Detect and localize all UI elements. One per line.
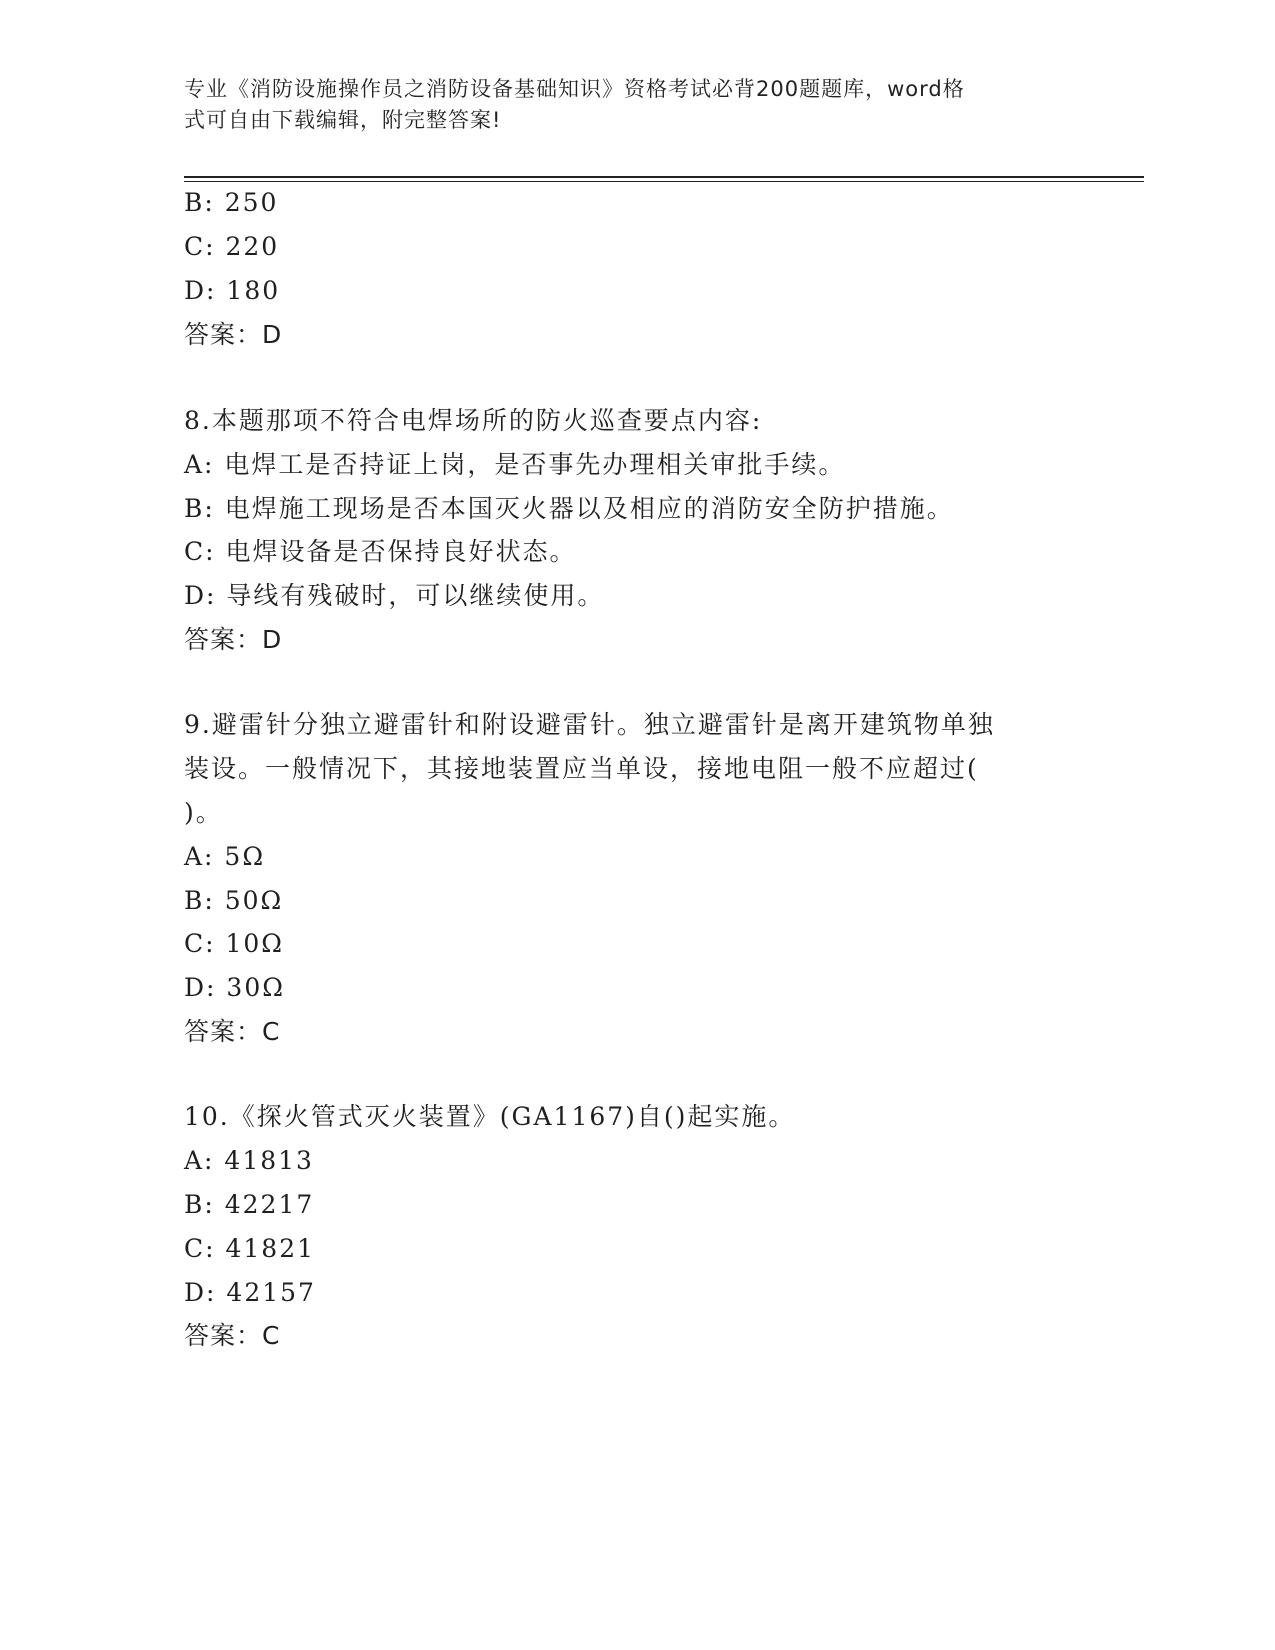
q10-option-b: B: 42217 xyxy=(184,1190,315,1219)
q9-option-c: C: 10Ω xyxy=(184,929,285,958)
q10-answer: 答案：C xyxy=(184,1321,281,1350)
header-rule-thick xyxy=(184,176,1144,178)
q9-stem-line-2: 装设。一般情况下，其接地装置应当单设，接地电阻一般不应超过( xyxy=(184,754,979,783)
q8-stem: 8.本题那项不符合电焊场所的防火巡查要点内容: xyxy=(184,406,763,435)
q10-option-d: D: 42157 xyxy=(184,1278,316,1307)
q7-option-d: D: 180 xyxy=(184,276,281,305)
q10-option-c: C: 41821 xyxy=(184,1234,316,1263)
q8-option-b: B: 电焊施工现场是否本国灭火器以及相应的消防安全防护措施。 xyxy=(184,494,954,523)
document-header xyxy=(184,74,1064,136)
header-rule-thin xyxy=(184,181,1144,182)
q8-option-a: A: 电焊工是否持证上岗，是否事先办理相关审批手续。 xyxy=(184,450,846,479)
header-line-2: 式可自由下载编辑，附完整答案! xyxy=(184,108,502,132)
q9-option-b: B: 50Ω xyxy=(184,886,284,915)
q7-option-c: C: 220 xyxy=(184,232,280,261)
q8-answer: 答案：D xyxy=(184,625,283,654)
q10-option-a: A: 41813 xyxy=(184,1146,314,1175)
q9-stem-line-1: 9.避雷针分独立避雷针和附设避雷针。独立避雷针是离开建筑物单独 xyxy=(184,710,995,739)
q8-option-c: C: 电焊设备是否保持良好状态。 xyxy=(184,537,577,566)
q9-stem-line-3: )。 xyxy=(184,798,223,827)
q7-option-b: B: 250 xyxy=(184,188,279,217)
q9-option-a: A: 5Ω xyxy=(184,842,266,871)
header-line-1: 专业《消防设施操作员之消防设备基础知识》资格考试必背200题题库，word格 xyxy=(184,77,965,101)
q9-option-d: D: 30Ω xyxy=(184,973,285,1002)
q10-stem: 10.《探火管式灭火装置》(GA1167)自()起实施。 xyxy=(184,1102,796,1131)
q8-option-d: D: 导线有残破时，可以继续使用。 xyxy=(184,581,605,610)
q9-answer: 答案：C xyxy=(184,1017,281,1046)
q7-answer: 答案：D xyxy=(184,320,283,349)
